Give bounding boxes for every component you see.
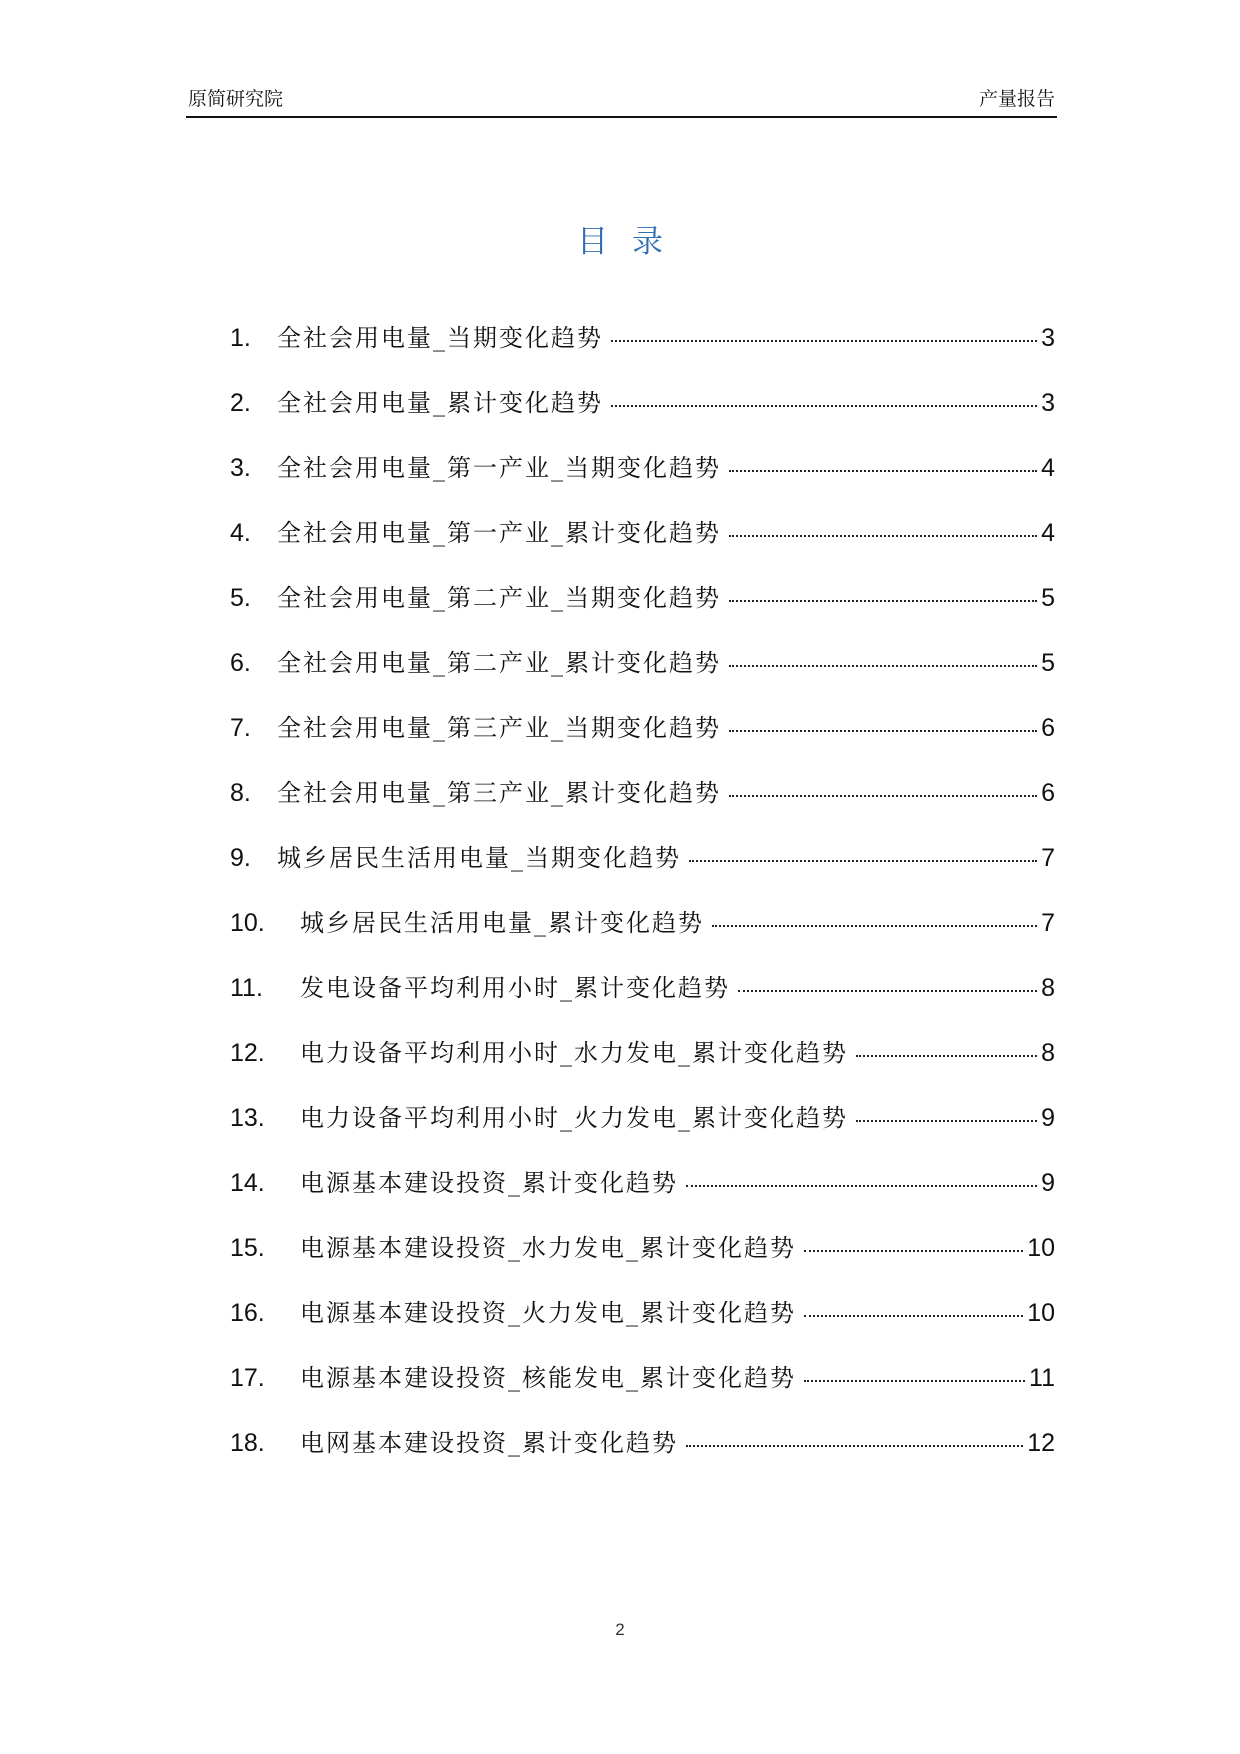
toc-entry[interactable] <box>230 385 1055 450</box>
toc-dot-leader <box>712 924 1037 927</box>
toc-entry-page[interactable]: 11 <box>1029 1364 1055 1392</box>
header-organization: 原简研究院 <box>188 88 284 110</box>
toc-entry[interactable] <box>230 1230 1055 1295</box>
page-number: 2 <box>615 1620 625 1639</box>
toc-entry[interactable] <box>230 1035 1055 1100</box>
page-header <box>186 86 1057 118</box>
toc-entry-page[interactable]: 4 <box>1041 519 1055 547</box>
toc-dot-leader <box>729 729 1037 732</box>
toc-entry-title[interactable]: 全社会用电量_第三产业_累计变化趋势 <box>277 779 721 807</box>
toc-entry-number: 12. <box>230 1039 265 1067</box>
toc-dot-leader <box>856 1119 1037 1122</box>
toc-entry-page[interactable]: 6 <box>1041 714 1055 742</box>
toc-entry-number: 8. <box>230 779 251 807</box>
toc-dot-leader <box>686 1444 1023 1447</box>
toc-dot-leader <box>729 794 1037 797</box>
toc-entry-page[interactable]: 10 <box>1027 1234 1055 1262</box>
toc-entry-number: 15. <box>230 1234 265 1262</box>
toc-entry-page[interactable]: 7 <box>1041 844 1055 872</box>
toc-dot-leader <box>856 1054 1037 1057</box>
toc-entry-page[interactable]: 9 <box>1041 1104 1055 1132</box>
toc-entry-number: 14. <box>230 1169 265 1197</box>
toc-entry-title[interactable]: 发电设备平均利用小时_累计变化趋势 <box>300 974 730 1002</box>
toc-entry-page[interactable]: 4 <box>1041 454 1055 482</box>
toc-entry-title[interactable]: 电网基本建设投资_累计变化趋势 <box>300 1429 678 1457</box>
toc-entry-number: 10. <box>230 909 265 937</box>
toc-dot-leader <box>729 469 1037 472</box>
toc-entry-page[interactable]: 5 <box>1041 649 1055 677</box>
toc-entry[interactable] <box>230 320 1055 385</box>
toc-entry[interactable] <box>230 840 1055 905</box>
toc-entry-title[interactable]: 电力设备平均利用小时_火力发电_累计变化趋势 <box>300 1104 848 1132</box>
toc-dot-leader <box>738 989 1037 992</box>
toc-entry[interactable] <box>230 905 1055 970</box>
toc-entry-title[interactable]: 全社会用电量_第三产业_当期变化趋势 <box>277 714 721 742</box>
toc-entry[interactable] <box>230 450 1055 515</box>
toc-dot-leader <box>729 599 1037 602</box>
toc-entry[interactable] <box>230 710 1055 775</box>
toc-entry-number: 7. <box>230 714 251 742</box>
toc-entry-title[interactable]: 全社会用电量_第一产业_当期变化趋势 <box>277 454 721 482</box>
toc-title: 目录 <box>577 224 687 260</box>
toc-dot-leader <box>689 859 1037 862</box>
toc-entry-title[interactable]: 电源基本建设投资_核能发电_累计变化趋势 <box>300 1364 796 1392</box>
toc-entry-number: 2. <box>230 389 251 417</box>
toc-entry-number: 13. <box>230 1104 265 1132</box>
toc-entry-number: 3. <box>230 454 251 482</box>
toc-entry[interactable] <box>230 1295 1055 1360</box>
toc-entry-title[interactable]: 城乡居民生活用电量_当期变化趋势 <box>277 844 681 872</box>
toc-entry-title[interactable]: 全社会用电量_累计变化趋势 <box>277 389 603 417</box>
toc-entry-page[interactable]: 9 <box>1041 1169 1055 1197</box>
toc-entry-title[interactable]: 城乡居民生活用电量_累计变化趋势 <box>300 909 704 937</box>
toc-entry-page[interactable]: 6 <box>1041 779 1055 807</box>
toc-entry-page[interactable]: 10 <box>1027 1299 1055 1327</box>
toc-entry[interactable] <box>230 1425 1055 1490</box>
toc-entry[interactable] <box>230 580 1055 645</box>
toc-entry-title[interactable]: 全社会用电量_第二产业_累计变化趋势 <box>277 649 721 677</box>
toc-dot-leader <box>729 664 1037 667</box>
toc-entry[interactable] <box>230 1100 1055 1165</box>
toc-entry[interactable] <box>230 970 1055 1035</box>
toc-entry-page[interactable]: 8 <box>1041 1039 1055 1067</box>
toc-entry-number: 5. <box>230 584 251 612</box>
toc-entry-title[interactable]: 全社会用电量_当期变化趋势 <box>277 324 603 352</box>
toc-entry[interactable] <box>230 645 1055 710</box>
toc-dot-leader <box>686 1184 1037 1187</box>
toc-entry-title[interactable]: 电源基本建设投资_火力发电_累计变化趋势 <box>300 1299 796 1327</box>
toc-dot-leader <box>729 534 1037 537</box>
toc-list <box>230 320 1055 1490</box>
toc-entry-number: 16. <box>230 1299 265 1327</box>
toc-entry[interactable] <box>230 1360 1055 1425</box>
toc-entry-number: 18. <box>230 1429 265 1457</box>
toc-entry-number: 9. <box>230 844 251 872</box>
toc-dot-leader <box>611 339 1037 342</box>
toc-entry-title[interactable]: 全社会用电量_第一产业_累计变化趋势 <box>277 519 721 547</box>
toc-dot-leader <box>804 1379 1025 1382</box>
toc-dot-leader <box>611 404 1037 407</box>
toc-entry[interactable] <box>230 775 1055 840</box>
toc-dot-leader <box>804 1314 1023 1317</box>
toc-entry-title[interactable]: 电源基本建设投资_水力发电_累计变化趋势 <box>300 1234 796 1262</box>
header-report-type: 产量报告 <box>978 88 1055 110</box>
toc-entry-page[interactable]: 8 <box>1041 974 1055 1002</box>
toc-entry-page[interactable]: 7 <box>1041 909 1055 937</box>
toc-entry-page[interactable]: 3 <box>1041 389 1055 417</box>
toc-entry-number: 6. <box>230 649 251 677</box>
toc-entry[interactable] <box>230 515 1055 580</box>
toc-entry[interactable] <box>230 1165 1055 1230</box>
toc-entry-page[interactable]: 5 <box>1041 584 1055 612</box>
toc-entry-number: 17. <box>230 1364 265 1392</box>
toc-entry-title[interactable]: 全社会用电量_第二产业_当期变化趋势 <box>277 584 721 612</box>
toc-entry-page[interactable]: 12 <box>1027 1429 1055 1457</box>
toc-entry-title[interactable]: 电源基本建设投资_累计变化趋势 <box>300 1169 678 1197</box>
toc-entry-number: 11. <box>230 974 263 1002</box>
toc-entry-number: 1. <box>230 324 251 352</box>
toc-entry-page[interactable]: 3 <box>1041 324 1055 352</box>
toc-dot-leader <box>804 1249 1023 1252</box>
toc-entry-number: 4. <box>230 519 251 547</box>
toc-entry-title[interactable]: 电力设备平均利用小时_水力发电_累计变化趋势 <box>300 1039 848 1067</box>
